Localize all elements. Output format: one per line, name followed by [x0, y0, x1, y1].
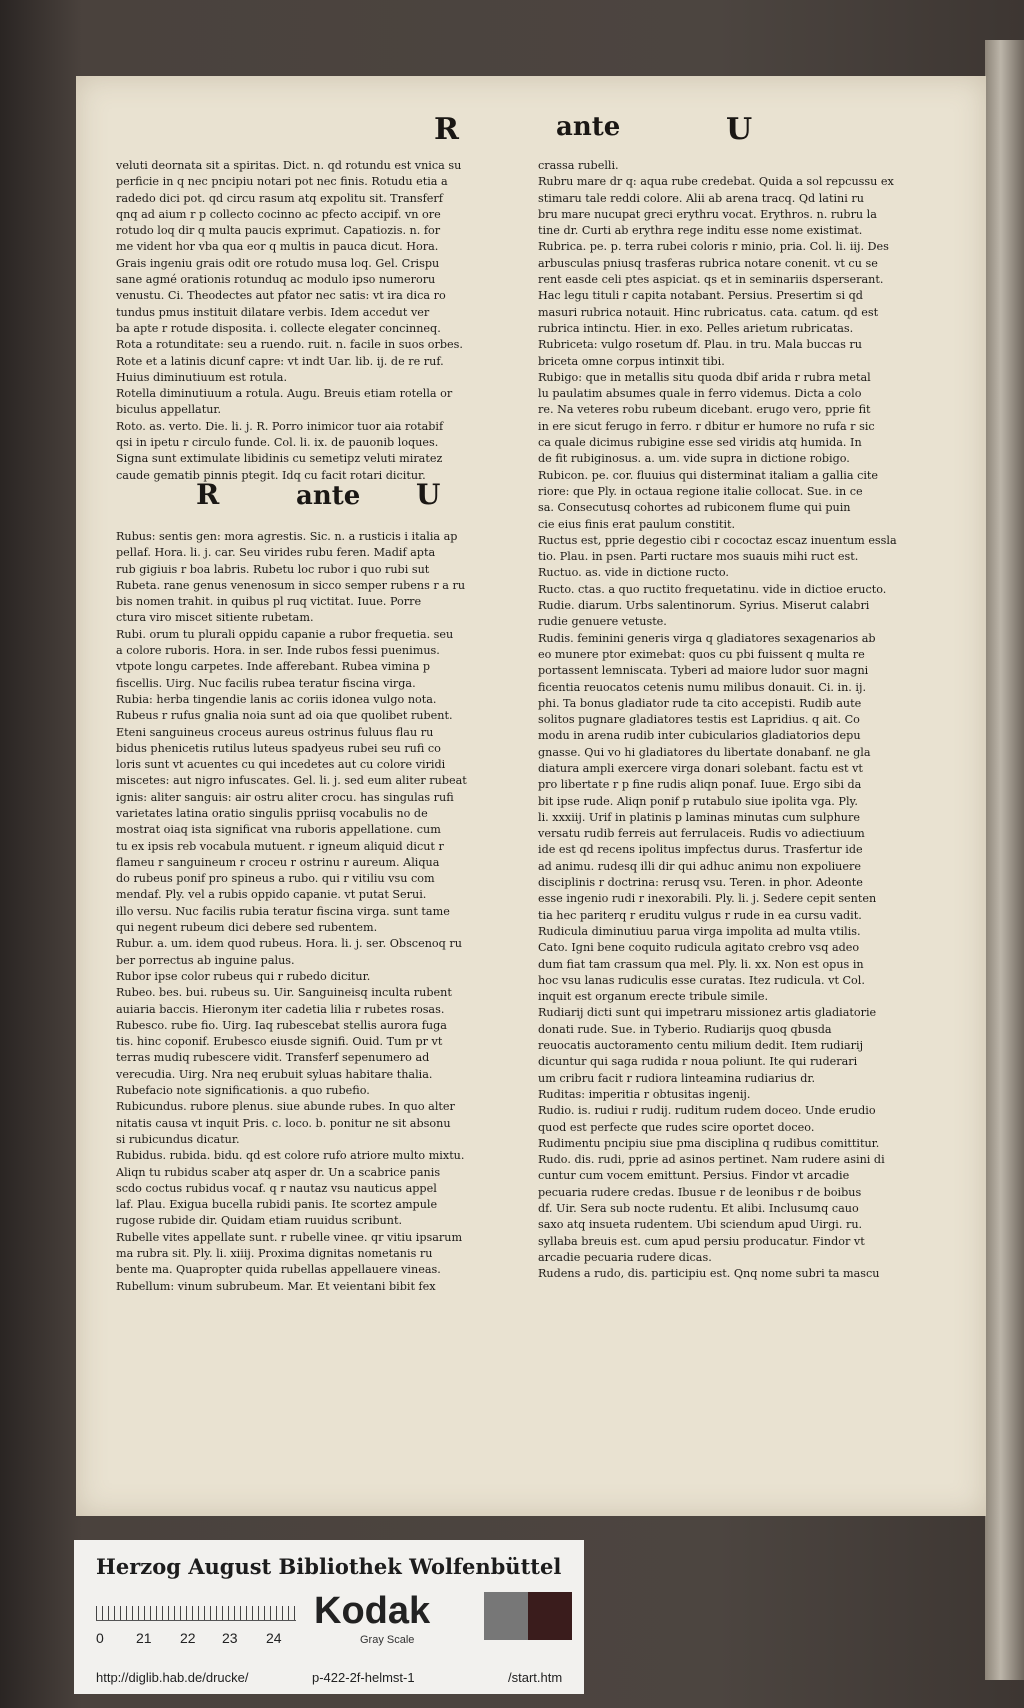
text-line: Rota a rotunditate: seu a ruendo. ruit. n. facile in suos orbes. — [116, 338, 463, 352]
text-line: flameu r sanguineum r croceu r ostrinu r aureum. Aliqua — [116, 855, 440, 869]
text-line: disciplinis r doctrina: rerusq vsu. Teren. in phor. Adeonte — [538, 876, 863, 890]
text-line: varietates latina oratio singulis ppriisq vocabulis no de — [116, 806, 428, 820]
text-line: Rubelle vites appellate sunt. r rubelle vinee. qr vitiu ipsarum — [116, 1230, 463, 1244]
gray-scale-label: Gray Scale — [360, 1634, 415, 1646]
text-line: Ructo. ctas. a quo ructito frequetatinu. vide in dictioe eructo. — [538, 582, 887, 596]
text-line: bit ipse rude. Aliqn ponif p rutabulo siue ipolita vga. Ply. — [538, 794, 858, 808]
text-line: Aliqn tu rubidus scaber atq asper dr. Un a scabrice panis — [116, 1165, 441, 1179]
text-line: rub gigiuis r boa labris. Rubetu loc rubor i quo rubi sut — [116, 562, 430, 576]
text-line: gnasse. Qui vo hi gladiatores du libertate donabanf. ne gla — [538, 745, 871, 759]
text-line: saxo atq insueta rudentem. Ubi sciendum apud Uirgi. ru. — [538, 1218, 863, 1232]
section-heading-part: U — [416, 477, 441, 511]
shelfmark: p-422-2f-helmst-1 — [312, 1670, 415, 1685]
text-line: rugose rubide dir. Quidam etiam ruuidus scribunt. — [116, 1214, 403, 1228]
text-line: mendaf. Ply. vel a rubis oppido capanie. vt putat Serui. — [116, 888, 427, 902]
text-line: Rudie. diarum. Urbs salentinorum. Syrius. Miserut calabri — [538, 599, 870, 613]
text-line: Rubia: herba tingendie lanis ac coriis idonea vulgo nota. — [116, 692, 437, 706]
ruler-number: 24 — [266, 1630, 282, 1646]
text-line: sa. Consecutusq cohortes ad rubiconem flume qui puin — [538, 501, 851, 515]
text-line: perficie in q nec pncipiu notari pot nec finis. Rotudu etia a — [116, 175, 448, 189]
text-line: Rubeo. bes. bui. rubeus su. Uir. Sanguineisq inculta rubent — [116, 986, 452, 1000]
text-line: rubrica intinctu. Hier. in exo. Pelles arietum rubricatas. — [538, 321, 854, 335]
text-line: briceta omne corpus intinxit tibi. — [538, 354, 725, 368]
text-line: bru mare nucupat greci erythru vocat. Erythros. n. rubru la — [538, 207, 877, 221]
text-line: Roto. as. verto. Die. li. j. R. Porro inimicor tuor aia rotabif — [116, 419, 444, 433]
book-edge — [985, 40, 1024, 1680]
text-line: venustu. Ci. Theodectes aut pfator nec satis: vt ira dica ro — [116, 289, 446, 303]
text-line: tio. Plau. in psen. Parti ructare mos suauis mihi ruct est. — [538, 550, 859, 564]
text-line: bidus phenicetis rutilus luteus spadyeus rubei seu rufi co — [116, 741, 441, 755]
text-line: ba apte r rotude disposita. i. collecte elegater concinneq. — [116, 321, 441, 335]
text-line: lu paulatim absumes quale in ferro videmus. Dicta a colo — [538, 387, 862, 401]
text-line: Rubi. orum tu plurali oppidu capanie a rubor frequetia. seu — [116, 627, 454, 641]
text-line: fiscellis. Uirg. Nuc facilis rubea teratur fiscina virga. — [116, 676, 416, 690]
ruler-number: 22 — [180, 1630, 196, 1646]
book-page — [76, 76, 986, 1516]
text-line: tis. hinc coponif. Erubesco eiusde signifi. Ouid. Tum pr vt — [116, 1035, 443, 1049]
ruler-number: 0 — [96, 1630, 104, 1646]
text-line: Rubicundus. rubore plenus. siue abunde rubes. In quo alter — [116, 1100, 455, 1114]
section-heading-part: R — [196, 477, 220, 511]
text-line: si rubicundus dicatur. — [116, 1132, 240, 1146]
text-line: inquit est organum erecte tribule simile. — [538, 990, 769, 1004]
text-line: biculus appellatur. — [116, 403, 222, 417]
text-line: ad animu. rudesq illi dir qui adhuc animu non expoliuere — [538, 859, 861, 873]
text-line: Rubellum: vinum subrubeum. Mar. Et veientani bibit fex — [116, 1279, 436, 1293]
text-line: ctura viro miscet sitiente rubetam. — [116, 611, 314, 625]
ruler-scale — [96, 1588, 296, 1621]
text-line: diatura ampli exercere virga donari solebant. factu est vt — [538, 761, 863, 775]
text-line: in ere sicut ferugo in ferro. r dbitur er humore no rufa r sic — [538, 419, 875, 433]
text-line: Rudis. feminini generis virga q gladiatores sexagenarios ab — [538, 631, 876, 645]
text-line: terras mudiq rubescere vidit. Transferf sepenumero ad — [116, 1051, 430, 1065]
text-line: qui negent rubeum dici debere sed rubentem. — [116, 921, 378, 935]
text-line: tia hec pariterq r eruditu vulgus r rude in ea cursu vadit. — [538, 908, 862, 922]
text-line: portassent lemniscata. Tyberi ad maiore ludor suor magni — [538, 664, 869, 678]
text-line: crassa rubelli. — [538, 159, 619, 172]
text-line: Rubriceta: vulgo rosetum df. Plau. in tru. Mala buccas ru — [538, 338, 862, 352]
text-line: Rubrica. pe. p. terra rubei coloris r minio, pria. Col. li. iij. Des — [538, 240, 889, 254]
text-line: Ruditas: imperitia r obtusitas ingenij. — [538, 1087, 751, 1101]
text-line: Rubur. a. um. idem quod rubeus. Hora. li. j. ser. Obscenoq ru — [116, 937, 462, 951]
text-line: Rudo. dis. rudi, pprie ad asinos pertinet. Nam rudere asini di — [538, 1153, 885, 1167]
text-line: mostrat oiaq ista significat vna ruboris appellatione. cum — [116, 823, 441, 837]
text-line: tu ex ipsis reb vocabula mutuent. r igneum aliquid dicut r — [116, 839, 444, 853]
text-line: dum fiat tam crassum qua mel. Ply. li. xx. Non est opus in — [538, 957, 864, 971]
text-line: Rubeta. rane genus venenosum in sicco semper rubens r a ru — [116, 578, 466, 592]
text-line: reuocatis auctoramento centu milium dedit. Item rudiarij — [538, 1039, 864, 1053]
text-line: Rubigo: que in metallis situ quoda dbif arida r rubra metal — [538, 370, 871, 384]
text-line: esse ingenio rudi r inexorabili. Ply. li. j. Sedere cepit senten — [538, 892, 877, 906]
text-line: cuntur cum vocem emittunt. Persius. Findor vt arcadie — [538, 1169, 850, 1183]
text-line: Rubeus r rufus gnalia noia sunt ad oia que quolibet rubent. — [116, 709, 453, 723]
text-line: tundus pmus instituit dilatare verbis. Idem accedut ver — [116, 305, 430, 319]
text-line: syllaba breuis est. cum apud persiu producatur. Findor vt — [538, 1234, 865, 1248]
text-line: ide est qd recens ipolitus impfectus durus. Trasfertur ide — [538, 843, 863, 857]
text-line: radedo dici pot. qd circu rasum atq expolitu sit. Transferf — [116, 191, 443, 205]
running-head-left: R — [434, 112, 459, 147]
text-line: Rubesco. rube fio. Uirg. Iaq rubescebat stellis aurora fuga — [116, 1018, 447, 1032]
text-line: illo versu. Nuc facilis rubia teratur fiscina virga. sunt tame — [116, 904, 450, 918]
text-line: bis nomen trahit. in quibus pl ruq victitat. Iuue. Porre — [116, 595, 422, 609]
color-target-card — [74, 1540, 584, 1694]
text-line: Rubefacio note significationis. a quo rubefio. — [116, 1084, 370, 1098]
text-line: Ructus est, pprie degestio cibi r cococtaz escaz inuentum essla — [538, 533, 897, 547]
text-line: Ructuo. as. vide in dictione ructo. — [538, 566, 729, 580]
text-line: Rubru mare dr q: aqua rube credebat. Quida a sol repcussu ex — [538, 175, 894, 189]
section-heading — [116, 477, 536, 527]
text-line: Signa sunt extimulate libidinis cu semetipz veluti miratez — [116, 452, 443, 466]
text-line: bente ma. Quapropter quida rubellas appellauere vineas. — [116, 1263, 441, 1277]
text-line: ma rubra sit. Ply. li. xiiij. Proxima dignitas nometanis ru — [116, 1247, 433, 1260]
text-line: Rubor ipse color rubeus qui r rubedo dicitur. — [116, 969, 371, 983]
text-line: scdo coctus rubidus vocaf. q r nautaz vsu nauticus appel — [116, 1181, 437, 1195]
text-line: ignis: aliter sanguis: air ostru aliter crocu. has singulas rufi — [116, 790, 454, 804]
kodak-logo: Kodak — [314, 1590, 431, 1632]
text-line: ber porrectus ab inguine palus. — [116, 953, 295, 967]
text-line: df. Uir. Sera sub nocte rudentu. Et alibi. Inclusumq cauo — [538, 1202, 859, 1215]
text-line: quod est perfecte que rudes scire oportet doceo. — [538, 1120, 815, 1134]
text-line: versatu rudib ferreis aut ferrulaceis. Rudis vo adiectiuum — [538, 827, 865, 841]
text-line: Rubicon. pe. cor. fluuius qui disterminat italiam a gallia cite — [538, 468, 879, 482]
text-line: verecudia. Uirg. Nra neq erubuit syluas habitare thalia. — [116, 1067, 433, 1081]
running-head — [76, 112, 986, 152]
text-line: me vident hor vba qua eor q multis in pauca dicut. Hora. — [116, 240, 439, 254]
text-line: re. Na veteres robu rubeum dicebant. erugo vero, pprie fit — [538, 403, 871, 417]
text-line: do rubeus ponif pro spineus a rubo. qui r vitiliu vsu com — [116, 872, 435, 886]
text-line: vtpote longu carpetes. Inde afferebant. Rubea vimina p — [116, 660, 430, 674]
text-line: loris sunt vt acuentes cu qui incedetes aut cu colore viridi — [116, 758, 446, 772]
text-line: phi. Ta bonus gladiator rude ta cito accepisti. Rudib aute — [538, 696, 862, 710]
ruler-number: 21 — [136, 1630, 152, 1646]
source-url: http://diglib.hab.de/drucke/ — [96, 1670, 249, 1685]
library-name: Herzog August Bibliothek Wolfenbüttel — [96, 1554, 562, 1579]
text-line: masuri rubrica notauit. Hinc rubricatus. cata. catum. qd est — [538, 305, 879, 319]
text-line: Rudicula diminutiuu parua virga impolita ad multa vtilis. — [538, 924, 861, 938]
text-line: Cato. Igni bene coquito rudicula agitato crebro vsq adeo — [538, 941, 860, 955]
running-head-middle: ante — [556, 112, 621, 142]
text-line: rudie genuere vetuste. — [538, 615, 667, 629]
text-line: miscetes: aut nigro infuscates. Gel. li. j. sed eum aliter rubeat — [116, 774, 467, 788]
text-line: stimaru tale reddi colore. Alii ab arena tracq. Qd latini ru — [538, 191, 864, 205]
dark-patch — [528, 1592, 572, 1640]
text-line: laf. Plau. Exigua bucella rubidi panis. Ite scortez ampule — [116, 1198, 438, 1212]
text-line: Rudimentu pncipiu siue pma disciplina q rudibus comittitur. — [538, 1136, 880, 1150]
text-line: de fit rubiginosus. a. um. vide supra in dictione robigo. — [538, 452, 850, 466]
text-line: tine dr. Curti ab erythra rege inditu esse nome existimat. — [538, 224, 863, 238]
text-line: eo munere ptor eximebat: quos cu pbi fuissent q multa re — [538, 647, 865, 661]
text-line: qsi in ipetu r circulo funde. Col. li. ix. de pauonib loques. — [116, 436, 439, 450]
page-file: /start.htm — [508, 1670, 563, 1685]
text-line: li. xxxiij. Urif in platinis p laminas minutas cum sulphure — [538, 810, 860, 824]
text-line: arbusculas pniusq trasferas rubrica notare conenit. vt cu se — [538, 256, 878, 270]
text-line: dicuntur qui saga rudida r noua poliunt. Ite qui ruderari — [538, 1055, 858, 1069]
text-line: ficentia reuocatos cetenis numu milibus donauit. Ci. in. ij. — [538, 680, 867, 694]
text-line: auiaria baccis. Hieronym iter cadetia lilia r rubetes rosas. — [116, 1002, 445, 1016]
text-line: pro libertate r p fine rudis aliqn ponaf. Iuue. Ergo sibi da — [538, 778, 862, 792]
text-line: a colore ruboris. Hora. in ser. Inde rubos fessi puenimus. — [116, 644, 440, 658]
text-line: Rotella diminutiuum a rotula. Augu. Breuis etiam rotella or — [116, 387, 453, 401]
gray-patch — [484, 1592, 528, 1640]
left-column — [116, 158, 536, 1295]
text-line: modu in arena rudib inter cubicularios gladiatorios depu — [538, 729, 861, 743]
right-column — [538, 158, 958, 1282]
text-line: veluti deornata sit a spiritas. Dict. n. qd rotundu est vnica su — [116, 159, 462, 172]
text-line: caude gematib pinnis ptegit. Idq cu facit rotari dicitur. — [116, 468, 426, 482]
text-line: sane agmé orationis rotunduq ac modulo ipso numeroru — [116, 273, 436, 287]
text-line: um cribru facit r rudiora linteamina rudiarius dr. — [538, 1071, 816, 1085]
text-line: Eteni sanguineus croceus aureus ostrinus fuluus flau ru — [116, 725, 434, 739]
ruler-number: 23 — [222, 1630, 238, 1646]
text-line: Rubus: sentis gen: mora agrestis. Sic. n. a rusticis i italia ap — [116, 529, 458, 543]
text-line: Rudiarij dicti sunt qui impetraru missionez artis gladiatorie — [538, 1006, 877, 1020]
text-line: pellaf. Hora. li. j. car. Seu virides rubu feren. Madif apta — [116, 546, 436, 560]
text-line: cie eius finis erat paulum constitit. — [538, 517, 736, 531]
text-line: Huius diminutiuum est rotula. — [116, 370, 288, 384]
text-line: rent easde celi ptes aspiciat. qs et in seminariis dsperserant. — [538, 273, 884, 287]
text-line: rotudo loq dir q multa paucis exprimut. Capatiozis. n. for — [116, 224, 441, 238]
text-line: nitatis causa vt inquit Pris. c. loco. b. ponitur ne sit absonu — [116, 1116, 451, 1130]
text-line: ca quale dicimus rubigine esse sed viridis atq humida. In — [538, 436, 862, 450]
text-line: Rubidus. rubida. bidu. qd est colore rufo atriore multo mixtu. — [116, 1149, 465, 1163]
running-head-right: U — [726, 112, 753, 147]
text-line: hoc vsu lanas rudiculis esse curatas. Itez rudicula. vt Col. — [538, 973, 865, 987]
text-line: Rudens a rudo, dis. participiu est. Qnq nome subri ta mascu — [538, 1267, 880, 1281]
text-line: Rote et a latinis dicunf capre: vt indt Uar. lib. ij. de re ruf. — [116, 354, 444, 368]
text-line: Rudio. is. rudiui r rudij. ruditum rudem doceo. Unde erudio — [538, 1104, 876, 1118]
section-heading-part: ante — [296, 480, 361, 511]
text-line: Hac legu tituli r capita notabant. Persius. Presertim si qd — [538, 289, 863, 303]
text-line: donati rude. Sue. in Tyberio. Rudiarijs quoq qbusda — [538, 1022, 832, 1036]
text-line: riore: que Ply. in octaua regione italie collocat. Sue. in ce — [538, 484, 863, 498]
text-line: qnq ad aium r p collecto cocinno ac pfecto accipif. vn ore — [116, 207, 441, 221]
text-line: solitos pugnare gladiatores testis est Lapridius. q ait. Co — [538, 713, 860, 727]
text-line: arcadie pecuaria rudere dicas. — [538, 1250, 712, 1264]
text-line: Grais ingeniu grais odit ore rotudo musa loq. Gel. Crispu — [116, 256, 440, 270]
text-line: pecuaria rudere credas. Ibusue r de leonibus r de boibus — [538, 1185, 862, 1199]
